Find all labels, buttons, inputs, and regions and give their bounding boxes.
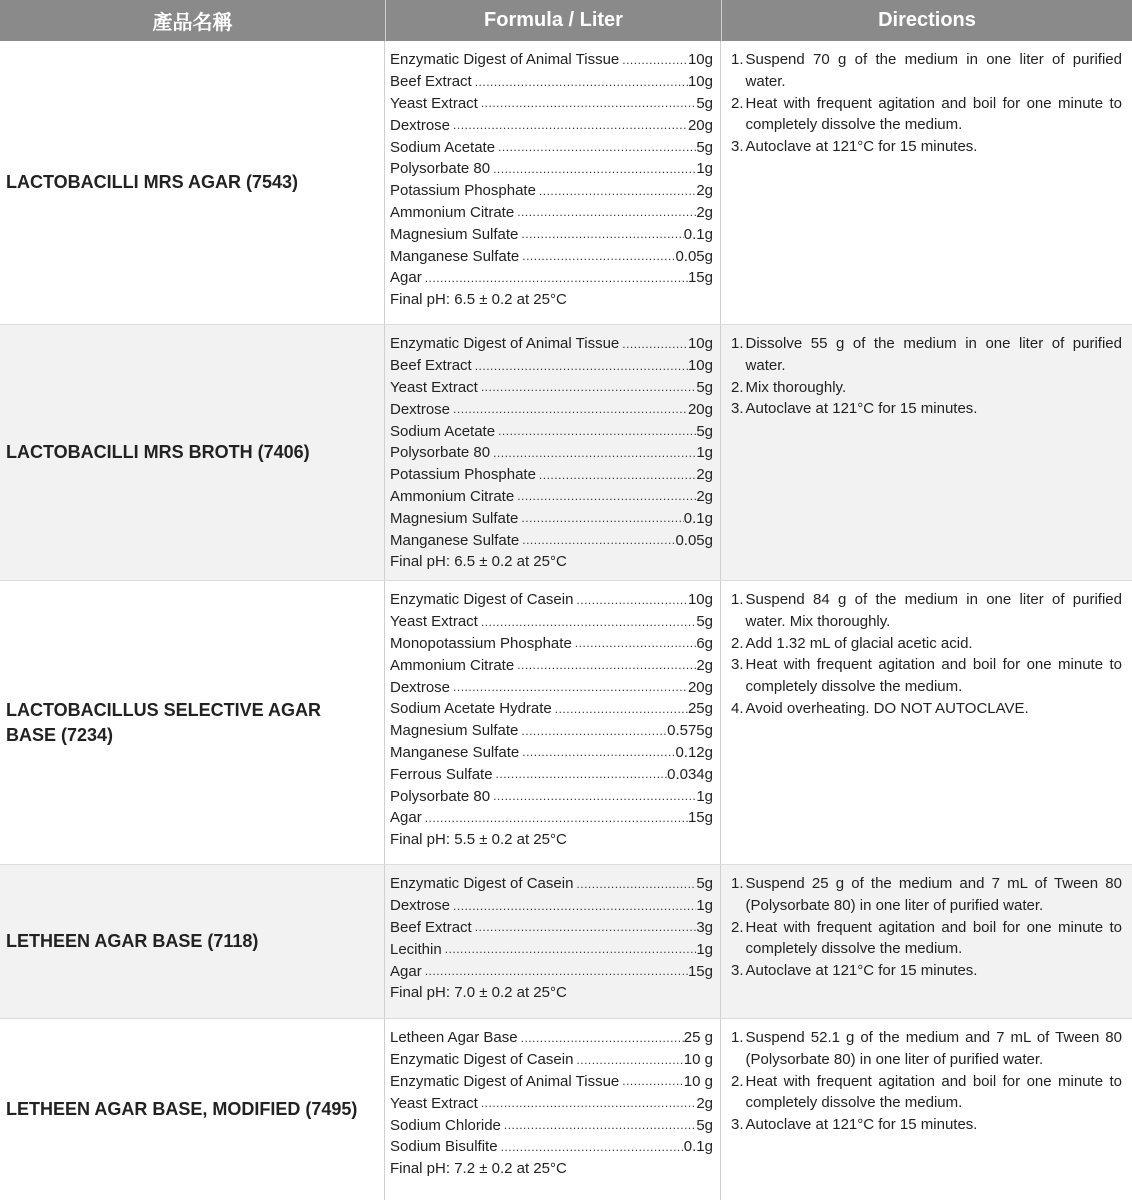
direction-step bbox=[731, 917, 1122, 961]
table-row bbox=[0, 1018, 1132, 1200]
ingredient-amount: 25 g bbox=[683, 1029, 713, 1047]
formula-line bbox=[390, 1071, 713, 1093]
formula-line bbox=[390, 223, 713, 245]
dot-leader bbox=[493, 767, 668, 781]
dot-leader bbox=[498, 1140, 684, 1154]
final-ph: Final pH: 7.2 ± 0.2 at 25°C bbox=[390, 1160, 567, 1178]
step-number: 2. bbox=[731, 94, 744, 112]
ingredient-amount: 0.575g bbox=[667, 722, 713, 740]
table-row bbox=[0, 580, 1132, 864]
ingredient-name: Yeast Extract bbox=[390, 613, 478, 631]
formula-line bbox=[390, 333, 713, 355]
final-ph: Final pH: 7.0 ± 0.2 at 25°C bbox=[390, 984, 567, 1002]
ingredient-name: Magnesium Sulfate bbox=[390, 509, 519, 527]
ingredient-name: Enzymatic Digest of Casein bbox=[390, 591, 574, 609]
formula-cell bbox=[385, 581, 721, 864]
direction-step bbox=[731, 377, 1122, 399]
direction-step bbox=[731, 136, 1122, 158]
ingredient-name: Dextrose bbox=[390, 678, 451, 696]
formula-line bbox=[390, 1136, 713, 1158]
dot-leader bbox=[518, 511, 683, 525]
ingredient-amount: 5g bbox=[696, 422, 713, 440]
dot-leader bbox=[572, 636, 697, 650]
step-text: Autoclave at 121°C for 15 minutes. bbox=[745, 138, 978, 156]
formula-cell bbox=[385, 325, 721, 580]
table-body bbox=[0, 41, 1132, 1200]
direction-step bbox=[731, 589, 1122, 633]
dot-leader bbox=[478, 96, 696, 110]
header-formula: Formula / Liter bbox=[385, 0, 721, 41]
dot-leader bbox=[519, 745, 675, 759]
ingredient-amount: 0.034g bbox=[667, 765, 713, 783]
ingredient-amount: 10 g bbox=[683, 1051, 713, 1069]
ingredient-amount: 10g bbox=[687, 51, 713, 69]
dot-leader bbox=[450, 118, 688, 132]
direction-step bbox=[731, 333, 1122, 377]
step-text: Heat with frequent agitation and boil for one minute to completely dissolve the medium. bbox=[745, 1072, 1122, 1112]
dot-leader bbox=[573, 877, 696, 891]
dot-leader bbox=[490, 446, 696, 460]
ingredient-name: Polysorbate 80 bbox=[390, 160, 491, 178]
ingredient-amount: 10g bbox=[687, 591, 713, 609]
dot-leader bbox=[478, 615, 696, 629]
direction-step bbox=[731, 49, 1122, 93]
directions-cell bbox=[721, 1019, 1132, 1200]
step-text: Add 1.32 mL of glacial acetic acid. bbox=[745, 634, 973, 652]
step-number: 1. bbox=[731, 591, 744, 608]
step-number: 3. bbox=[731, 1116, 744, 1134]
formula-line bbox=[390, 245, 713, 267]
step-number: 1. bbox=[731, 51, 744, 68]
ingredient-name: Beef Extract bbox=[390, 357, 472, 375]
dot-leader bbox=[450, 899, 696, 913]
ingredient-amount: 1g bbox=[696, 940, 713, 958]
ingredient-name: Polysorbate 80 bbox=[390, 444, 491, 462]
ingredient-name: Ferrous Sulfate bbox=[390, 765, 493, 783]
formula-line bbox=[390, 698, 713, 720]
ingredient-name: Sodium Acetate bbox=[390, 422, 496, 440]
ingredient-amount: 1g bbox=[696, 787, 713, 805]
ingredient-name: Monopotassium Phosphate bbox=[390, 634, 572, 652]
dot-leader bbox=[514, 658, 696, 672]
formula-cell bbox=[385, 41, 721, 324]
ingredient-name: Ammonium Citrate bbox=[390, 203, 515, 221]
ingredient-amount: 5g bbox=[696, 613, 713, 631]
step-number: 1. bbox=[731, 875, 744, 892]
product-name: LETHEEN AGAR BASE (7118) bbox=[0, 865, 385, 1018]
step-text: Suspend 70 g of the medium in one liter of purified water. bbox=[745, 51, 1122, 90]
ingredient-name: Agar bbox=[390, 269, 422, 287]
ingredient-name: Agar bbox=[390, 962, 422, 980]
dot-leader bbox=[478, 380, 696, 394]
dot-leader bbox=[472, 920, 697, 934]
dot-leader bbox=[422, 964, 688, 978]
ingredient-amount: 15g bbox=[687, 962, 713, 980]
formula-line bbox=[390, 611, 713, 633]
dot-leader bbox=[450, 402, 688, 416]
step-number: 3. bbox=[731, 656, 744, 674]
direction-step bbox=[731, 1114, 1122, 1136]
formula-line bbox=[390, 464, 713, 486]
dot-leader bbox=[518, 724, 667, 738]
ingredient-name: Magnesium Sulfate bbox=[390, 225, 519, 243]
formula-line bbox=[390, 398, 713, 420]
ingredient-amount: 0.1g bbox=[683, 1138, 713, 1156]
dot-leader bbox=[490, 789, 696, 803]
dot-leader bbox=[490, 162, 696, 176]
formula-line bbox=[390, 917, 713, 939]
step-text: Suspend 25 g of the medium and 7 mL of Tween 80 (Polysorbate 80) in one liter of purified water. bbox=[745, 875, 1122, 914]
ingredient-name: Manganese Sulfate bbox=[390, 531, 520, 549]
formula-line bbox=[390, 377, 713, 399]
ingredient-name: Yeast Extract bbox=[390, 94, 478, 112]
dot-leader bbox=[619, 53, 688, 67]
ingredient-amount: 0.05g bbox=[675, 247, 713, 265]
ingredient-amount: 15g bbox=[687, 269, 713, 287]
dot-leader bbox=[450, 680, 688, 694]
dot-leader bbox=[552, 702, 688, 716]
formula-line bbox=[390, 507, 713, 529]
product-name: LACTOBACILLI MRS AGAR (7543) bbox=[0, 41, 385, 324]
ingredient-name: Beef Extract bbox=[390, 73, 472, 91]
step-number: 2. bbox=[731, 918, 744, 936]
header-product-name: 產品名稱 bbox=[152, 12, 233, 34]
ingredient-amount: 20g bbox=[687, 116, 713, 134]
formula-line bbox=[390, 960, 713, 982]
formula-line bbox=[390, 158, 713, 180]
formula-line bbox=[390, 442, 713, 464]
direction-step bbox=[731, 960, 1122, 982]
table-row bbox=[0, 864, 1132, 1018]
dot-leader bbox=[619, 1074, 684, 1088]
ingredient-name: Manganese Sulfate bbox=[390, 743, 520, 761]
ingredient-amount: 5g bbox=[696, 94, 713, 112]
step-number: 3. bbox=[731, 138, 744, 156]
product-name: LACTOBACILLI MRS BROTH (7406) bbox=[0, 325, 385, 580]
ingredient-name: Enzymatic Digest of Animal Tissue bbox=[390, 1072, 620, 1090]
ingredient-amount: 2g bbox=[696, 1094, 713, 1112]
formula-line bbox=[390, 763, 713, 785]
ingredient-name: Magnesium Sulfate bbox=[390, 722, 519, 740]
ingredient-name: Enzymatic Digest of Animal Tissue bbox=[390, 335, 620, 353]
dot-leader bbox=[422, 271, 688, 285]
ingredient-amount: 2g bbox=[696, 182, 713, 200]
formula-line bbox=[390, 420, 713, 442]
ingredient-amount: 1g bbox=[696, 897, 713, 915]
ingredient-name: Potassium Phosphate bbox=[390, 466, 536, 484]
direction-step bbox=[731, 1071, 1122, 1115]
ingredient-amount: 0.1g bbox=[683, 509, 713, 527]
dot-leader bbox=[478, 1096, 696, 1110]
ingredient-amount: 0.1g bbox=[683, 225, 713, 243]
step-text: Heat with frequent agitation and boil for one minute to completely dissolve the medium. bbox=[745, 656, 1122, 696]
ingredient-name: Ammonium Citrate bbox=[390, 656, 515, 674]
formula-line bbox=[390, 633, 713, 655]
direction-step bbox=[731, 398, 1122, 420]
table-row bbox=[0, 324, 1132, 580]
step-text: Autoclave at 121°C for 15 minutes. bbox=[745, 962, 978, 980]
dot-leader bbox=[619, 337, 688, 351]
ingredient-amount: 3g bbox=[696, 918, 713, 936]
dot-leader bbox=[519, 533, 675, 547]
dot-leader bbox=[536, 184, 696, 198]
formula-line bbox=[390, 720, 713, 742]
formula-line bbox=[390, 136, 713, 158]
formula-line bbox=[390, 49, 713, 71]
directions-cell bbox=[721, 865, 1132, 1018]
direction-step bbox=[731, 698, 1122, 720]
dot-leader bbox=[518, 1031, 684, 1045]
table-row bbox=[0, 41, 1132, 324]
step-text: Suspend 52.1 g of the medium and 7 mL of Tween 80 (Polysorbate 80) in one liter of purified water. bbox=[745, 1029, 1122, 1068]
formula-line bbox=[390, 486, 713, 508]
formula-line bbox=[390, 71, 713, 93]
formula-line bbox=[390, 114, 713, 136]
dot-leader bbox=[472, 75, 688, 89]
step-number: 4. bbox=[731, 699, 744, 717]
formula-line bbox=[390, 873, 713, 895]
dot-leader bbox=[536, 468, 696, 482]
ingredient-name: Sodium Bisulfite bbox=[390, 1138, 498, 1156]
ingredient-amount: 0.12g bbox=[675, 743, 713, 761]
formula-cell bbox=[385, 1019, 721, 1200]
ingredient-amount: 2g bbox=[696, 203, 713, 221]
step-text: Dissolve 55 g of the medium in one liter of purified water. bbox=[745, 335, 1122, 374]
dot-leader bbox=[442, 942, 697, 956]
step-number: 3. bbox=[731, 962, 744, 980]
ingredient-name: Potassium Phosphate bbox=[390, 182, 536, 200]
ingredient-name: Yeast Extract bbox=[390, 1094, 478, 1112]
ingredient-amount: 20g bbox=[687, 678, 713, 696]
dot-leader bbox=[514, 205, 696, 219]
ingredient-amount: 10g bbox=[687, 357, 713, 375]
direction-step bbox=[731, 873, 1122, 917]
formula-line bbox=[390, 1027, 713, 1049]
step-text: Autoclave at 121°C for 15 minutes. bbox=[745, 400, 978, 418]
step-text: Suspend 84 g of the medium in one liter of purified water. Mix thoroughly. bbox=[745, 591, 1122, 630]
formula-line bbox=[390, 807, 713, 829]
ingredient-amount: 2g bbox=[696, 487, 713, 505]
ingredient-amount: 10 g bbox=[683, 1072, 713, 1090]
ingredient-amount: 15g bbox=[687, 809, 713, 827]
ingredient-name: Sodium Acetate Hydrate bbox=[390, 700, 552, 718]
final-ph: Final pH: 6.5 ± 0.2 at 25°C bbox=[390, 553, 567, 571]
formula-line bbox=[390, 676, 713, 698]
ingredient-name: Dextrose bbox=[390, 116, 451, 134]
ingredient-name: Manganese Sulfate bbox=[390, 247, 520, 265]
ingredient-amount: 2g bbox=[696, 466, 713, 484]
ingredient-amount: 1g bbox=[696, 444, 713, 462]
step-number: 3. bbox=[731, 400, 744, 418]
ingredient-name: Enzymatic Digest of Casein bbox=[390, 1051, 574, 1069]
dot-leader bbox=[514, 489, 696, 503]
ingredient-amount: 6g bbox=[696, 634, 713, 652]
ingredient-name: Dextrose bbox=[390, 400, 451, 418]
dot-leader bbox=[495, 424, 696, 438]
final-ph: Final pH: 5.5 ± 0.2 at 25°C bbox=[390, 831, 567, 849]
dot-leader bbox=[501, 1118, 696, 1132]
formula-line bbox=[390, 742, 713, 764]
direction-step bbox=[731, 1027, 1122, 1071]
direction-step bbox=[731, 654, 1122, 698]
dot-leader bbox=[573, 593, 688, 607]
directions-cell bbox=[721, 325, 1132, 580]
step-text: Heat with frequent agitation and boil for one minute to completely dissolve the medium. bbox=[745, 94, 1122, 134]
ingredient-amount: 10g bbox=[687, 73, 713, 91]
formula-line bbox=[390, 355, 713, 377]
formula-line bbox=[390, 1114, 713, 1136]
ingredient-amount: 10g bbox=[687, 335, 713, 353]
ingredient-amount: 5g bbox=[696, 875, 713, 893]
formula-line bbox=[390, 589, 713, 611]
directions-cell bbox=[721, 41, 1132, 324]
formula-line bbox=[390, 938, 713, 960]
formula-line bbox=[390, 267, 713, 289]
direction-step bbox=[731, 633, 1122, 655]
ingredient-name: Sodium Chloride bbox=[390, 1116, 501, 1134]
ingredient-name: Beef Extract bbox=[390, 918, 472, 936]
product-name: LETHEEN AGAR BASE, MODIFIED (7495) bbox=[0, 1019, 385, 1200]
step-text: Heat with frequent agitation and boil for one minute to completely dissolve the medium. bbox=[745, 918, 1122, 958]
dot-leader bbox=[518, 227, 683, 241]
ingredient-name: Yeast Extract bbox=[390, 378, 478, 396]
ingredient-name: Enzymatic Digest of Casein bbox=[390, 875, 574, 893]
ingredient-amount: 5g bbox=[696, 1116, 713, 1134]
ingredient-amount: 25g bbox=[687, 700, 713, 718]
final-ph: Final pH: 6.5 ± 0.2 at 25°C bbox=[390, 291, 567, 309]
formula-line bbox=[390, 895, 713, 917]
dot-leader bbox=[495, 140, 696, 154]
formula-cell bbox=[385, 865, 721, 1018]
ingredient-name: Agar bbox=[390, 809, 422, 827]
formula-line bbox=[390, 93, 713, 115]
ingredient-amount: 5g bbox=[696, 138, 713, 156]
formula-line bbox=[390, 180, 713, 202]
ingredient-amount: 0.05g bbox=[675, 531, 713, 549]
ingredient-name: Letheen Agar Base bbox=[390, 1029, 518, 1047]
formula-line bbox=[390, 529, 713, 551]
step-number: 1. bbox=[731, 1029, 744, 1046]
ingredient-amount: 5g bbox=[696, 378, 713, 396]
direction-step bbox=[731, 93, 1122, 137]
ingredient-name: Sodium Acetate bbox=[390, 138, 496, 156]
step-number: 2. bbox=[731, 634, 744, 652]
ingredient-amount: 2g bbox=[696, 656, 713, 674]
formula-line bbox=[390, 654, 713, 676]
ingredient-amount: 1g bbox=[696, 160, 713, 178]
formula-line bbox=[390, 1092, 713, 1114]
formula-line bbox=[390, 785, 713, 807]
ingredient-name: Enzymatic Digest of Animal Tissue bbox=[390, 51, 620, 69]
ingredient-amount: 20g bbox=[687, 400, 713, 418]
step-text: Mix thoroughly. bbox=[745, 378, 847, 396]
step-number: 1. bbox=[731, 335, 744, 352]
header-directions: Directions bbox=[721, 0, 1132, 41]
ingredient-name: Polysorbate 80 bbox=[390, 787, 491, 805]
step-text: Autoclave at 121°C for 15 minutes. bbox=[745, 1116, 978, 1134]
product-name: LACTOBACILLUS SELECTIVE AGAR BASE (7234) bbox=[0, 581, 385, 864]
formula-line bbox=[390, 1049, 713, 1071]
ingredient-name: Lecithin bbox=[390, 940, 442, 958]
dot-leader bbox=[573, 1053, 683, 1067]
ingredient-name: Ammonium Citrate bbox=[390, 487, 515, 505]
step-text: Avoid overheating. DO NOT AUTOCLAVE. bbox=[745, 699, 1029, 717]
dot-leader bbox=[422, 811, 688, 825]
step-number: 2. bbox=[731, 1072, 744, 1090]
step-number: 2. bbox=[731, 378, 744, 396]
directions-cell bbox=[721, 581, 1132, 864]
ingredient-name: Dextrose bbox=[390, 897, 451, 915]
dot-leader bbox=[472, 359, 688, 373]
dot-leader bbox=[519, 249, 675, 263]
formula-line bbox=[390, 202, 713, 224]
table-header bbox=[0, 0, 1132, 41]
